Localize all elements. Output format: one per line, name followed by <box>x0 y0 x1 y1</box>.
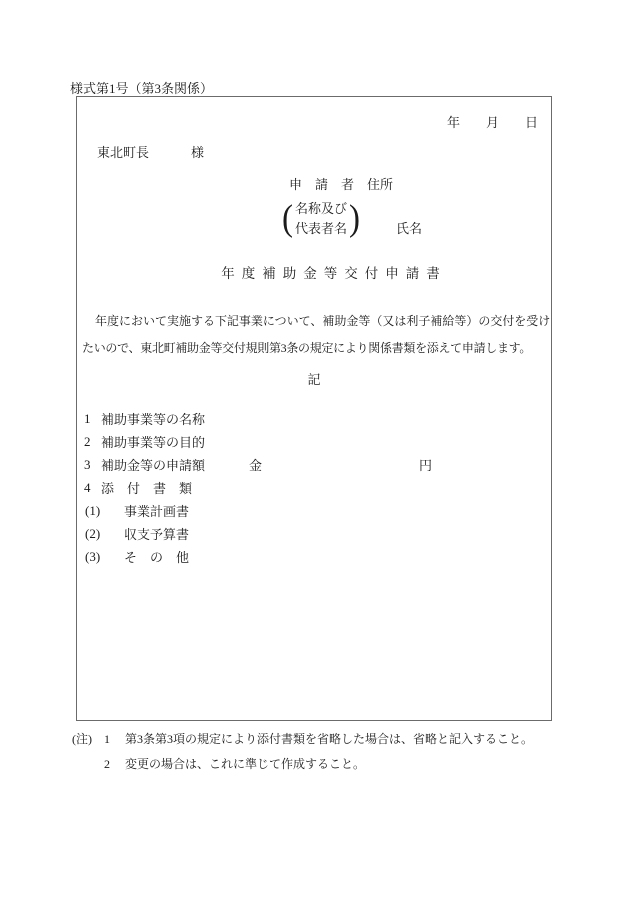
bracket-line-name: 名称及び <box>295 201 348 216</box>
date-line: 年 月 日 <box>446 115 538 130</box>
note-number: 1 <box>104 732 110 746</box>
item-row-application-amount <box>77 453 551 476</box>
item-label: 補助事業等の目的 <box>101 435 206 450</box>
document-title: 年度補助金等交付申請書 <box>221 266 447 281</box>
item-number: 1 <box>84 410 91 426</box>
attachment-number: (2) <box>85 525 101 541</box>
note-marker-spacer <box>72 752 104 777</box>
attachment-label: 事業計画書 <box>124 504 190 519</box>
note-text: 変更の場合は、これに準じて作成すること。 <box>125 757 366 771</box>
bracket-open-paren: ( <box>282 198 293 239</box>
item-label: 補助事業等の名称 <box>101 412 206 427</box>
attachment-number: (3) <box>85 548 101 564</box>
note-row-2 <box>72 752 533 777</box>
attachment-label: 収支予算書 <box>124 527 190 542</box>
item-list <box>77 407 551 568</box>
amount-yen-label: 円 <box>419 458 433 473</box>
note-number: 2 <box>104 757 110 771</box>
attachment-row-budget <box>77 522 551 545</box>
attachment-row-other <box>77 545 551 568</box>
item-number: 2 <box>84 433 91 449</box>
attachment-number: (1) <box>85 502 101 518</box>
item-number: 3 <box>84 456 91 472</box>
item-row-attached-documents <box>77 476 551 499</box>
bracket-line-representative: 代表者名 <box>295 221 348 236</box>
item-label: 補助金等の申請額 <box>101 458 206 473</box>
item-row-subsidy-purpose <box>77 430 551 453</box>
note-row-1 <box>72 727 533 752</box>
item-label: 添 付 書 類 <box>101 481 193 496</box>
body-paragraph: 年度において実施する下記事業について、補助金等（又は利子補給等）の交付を受けたいので、東北町補助金等交付規則第3条の規定により関係書類を添えて申請します。 <box>82 314 550 355</box>
ki-heading: 記 <box>307 372 321 387</box>
name-field-label: 氏名 <box>396 221 423 236</box>
attachment-label: そ の 他 <box>124 550 190 565</box>
attachment-row-business-plan <box>77 499 551 522</box>
addressee-line <box>97 142 204 161</box>
note-marker: (注) <box>72 732 92 746</box>
form-number-label: 様式第1号（第3条関係） <box>70 81 214 96</box>
note-text: 第3条第3項の規定により添付書類を省略した場合は、省略と記入すること。 <box>125 732 534 746</box>
applicant-name-bracket <box>282 199 422 239</box>
notes-section <box>72 727 533 777</box>
addressee-name: 東北町長 <box>97 145 150 160</box>
document-border-box <box>76 96 552 721</box>
item-row-subsidy-name <box>77 407 551 430</box>
amount-kin-label: 金 <box>249 458 263 473</box>
bracket-lines <box>295 199 347 239</box>
bracket-close-paren: ) <box>349 198 361 239</box>
applicant-address-label: 申 請 者 住所 <box>289 177 394 192</box>
item-number: 4 <box>84 479 91 495</box>
addressee-honorific: 様 <box>191 145 205 160</box>
